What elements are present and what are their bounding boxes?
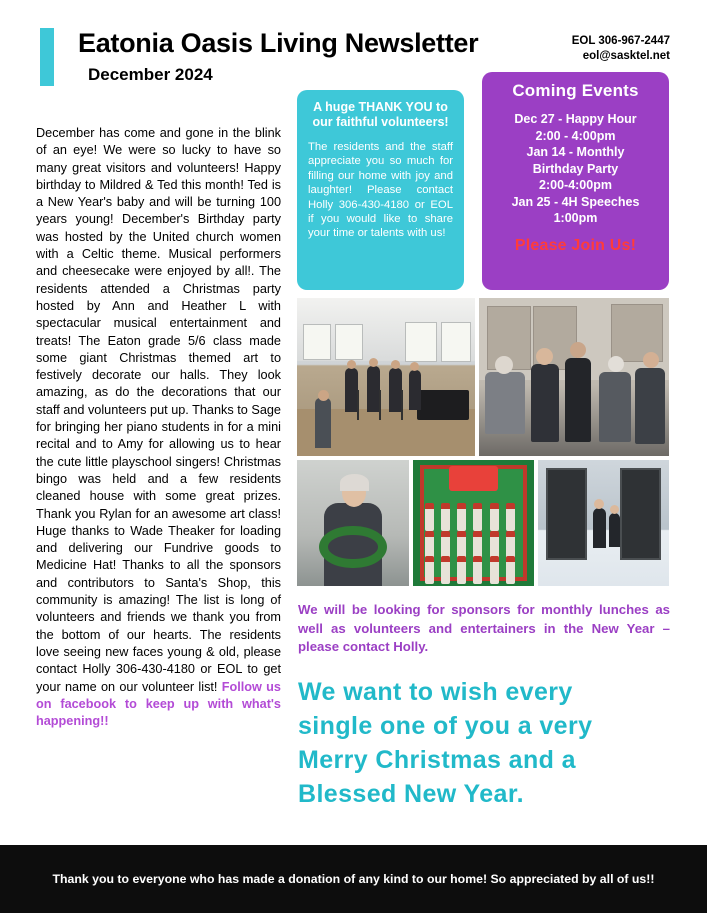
photo-nutcracker-board bbox=[413, 460, 534, 586]
holiday-wish bbox=[298, 675, 670, 811]
event-line: Birthday Party bbox=[532, 161, 619, 176]
event-line: Dec 27 - Happy Hour bbox=[514, 112, 637, 126]
photo-musicians bbox=[297, 298, 475, 456]
photo-collage bbox=[297, 298, 669, 586]
issue-date: December 2024 bbox=[88, 65, 213, 84]
facebook-callout: Follow us on facebook to keep up with what's happening!! bbox=[36, 679, 281, 729]
contact-phone: EOL 306-967-2447 bbox=[571, 35, 670, 47]
article-body bbox=[36, 125, 281, 730]
please-join-us-text: Please Join Us! bbox=[514, 236, 637, 254]
event-line: 2:00-4:00pm bbox=[539, 178, 612, 192]
photo-snow-outside bbox=[538, 460, 669, 586]
wish-line-4: Blessed New Year. bbox=[298, 780, 524, 808]
footer-text: Thank you to everyone who has made a donation of any kind to our home! So appreciated by all of us!! bbox=[52, 872, 655, 886]
event-line: Jan 14 - Monthly bbox=[526, 145, 625, 159]
wish-line-2: single one of you a very bbox=[298, 712, 593, 740]
thank-you-box bbox=[297, 90, 464, 290]
wish-line-3: Merry Christmas and a bbox=[298, 746, 576, 774]
photo-residents bbox=[479, 298, 669, 456]
event-line: Jan 25 - 4H Speeches bbox=[511, 194, 640, 209]
article-text: December has come and gone in the blink of an eye! We were so lucky to have so many great visitors and volunteers! Happy birthday to Mildred & Ted this month! Ted is a New Year's baby and will be turning 100 years young! December's Birthday party was hosted by the United church women with a Celtic theme. Musical performers and cheesecake were enjoyed by all!. The residents attended a Christmas party hosted by Ann and Heather L with spectacular musical entertainment and treats! The Eaton grade 5/6 class made some giant Christmas themed art to festively decorate our halls. They look amazing, as do the decorations that our staff and volunteers put up. Thanks to Sage for bringing her piano students in for a mini recital and to Amy for allowing us to hear the cute little playschool singers! Christmas bingo was held and a few residents cleaned house with some great prizes. Thank you Rylan for an awesome art class! Huge thanks to Wade Theaker for loading and delivering our Fundrive goods to Medicine Hat! Thanks to all the sponsors and contributors to Santa's Shop, this community is amazing! The list is long of volunteers and friends we thank you from the bottom of our hearts. The residents love seeing new faces young & old, please contact Holly 306-430-4180 or EOL to get your name on our volunteer list! bbox=[36, 126, 281, 694]
wish-line-1: We want to wish every bbox=[298, 678, 573, 706]
thank-you-heading: A huge THANK YOU to our faithful volunteers! bbox=[312, 100, 449, 129]
contact-block bbox=[572, 34, 670, 64]
sponsor-note: We will be looking for sponsors for monthly lunches as well as volunteers and entertainers in the New Year – please contact Holly. bbox=[298, 602, 670, 654]
event-line: 2:00 - 4:00pm bbox=[535, 128, 616, 143]
footer-bar bbox=[0, 845, 707, 913]
coming-events-heading: Coming Events bbox=[512, 81, 639, 100]
contact-email: eol@sasktel.net bbox=[582, 50, 670, 62]
coming-events-box bbox=[482, 72, 669, 290]
photo-wreath-resident bbox=[297, 460, 409, 586]
page-title: Eatonia Oasis Living Newsletter bbox=[78, 28, 479, 58]
header-accent-bar bbox=[40, 28, 54, 86]
thank-you-body: The residents and the staff appreciate you so much for filling our home with joy and laughter! Please contact Holly 306-430-4180 or EOL if you would like to share your time or talents with us! bbox=[308, 141, 453, 240]
event-line: 1:00pm bbox=[553, 211, 598, 225]
